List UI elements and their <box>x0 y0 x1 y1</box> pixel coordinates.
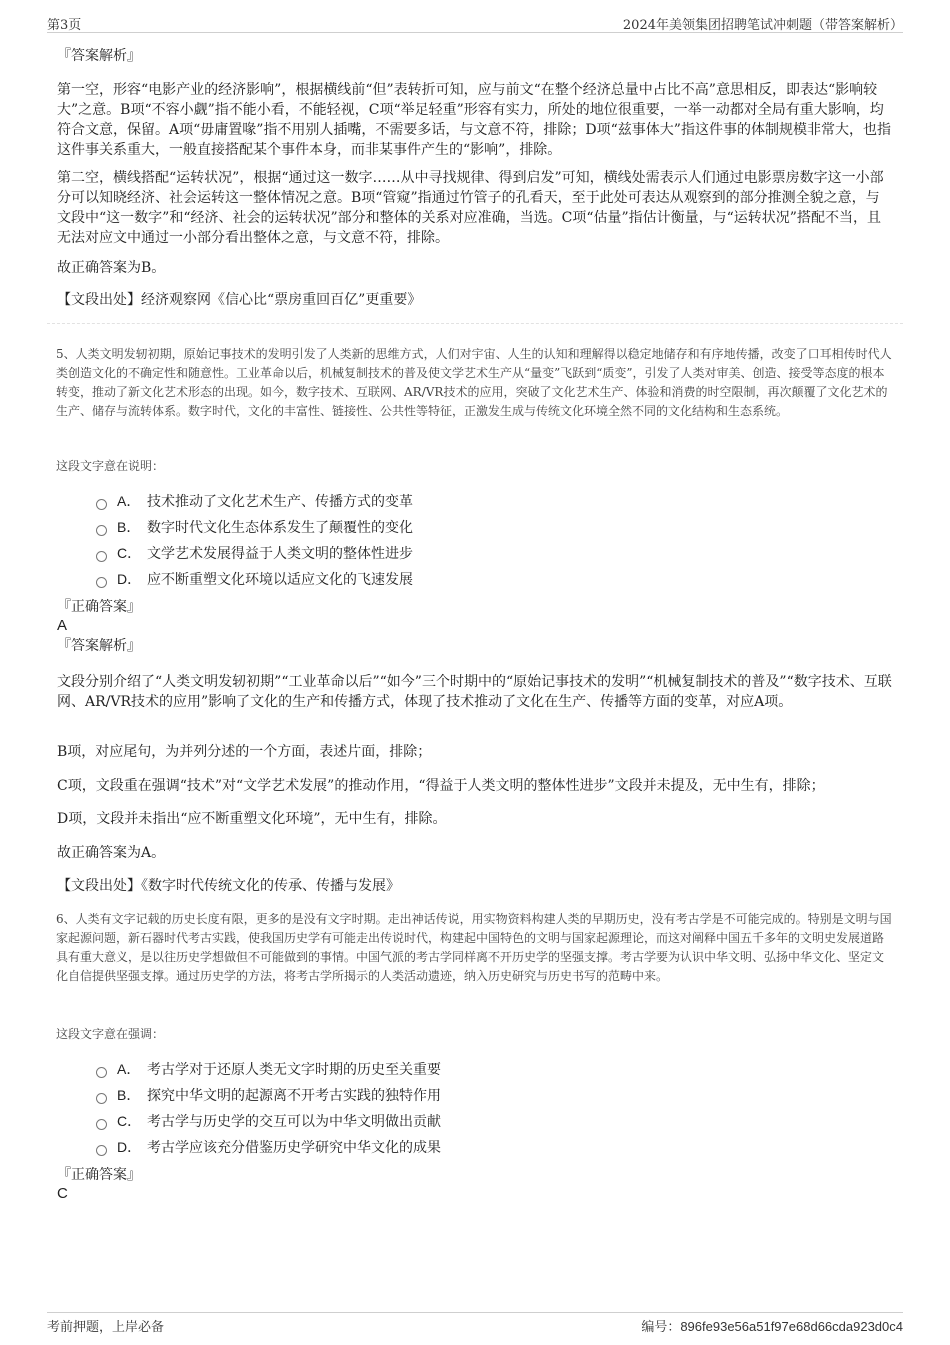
q4-analysis-para-2: 第二空，横线搭配“运转状况”，根据“通过这一数字……从中寻找规律、得到启发”可知，横线处需表示人们通过电影票房数字这一小部分可以知晓经济、社会运转这一整体情况之意。B项“管窥”指通过竹管子的孔看天，至于此处可表达从观察到的部分推测全貌之意，与文段中“这一数字”和“经济、社会的运转状况”部分和整体的关系对应准确，当选。C项“估量”指估计衡量，与“运转状况”搭配不当，且无法对应文中通过一小部分看出整体之意，与文意不符，排除。 <box>57 170 884 246</box>
q4-analysis-para-1: 第一空，形容“电影产业的经济影响”，根据横线前“但”表转折可知，应与前文“在整个经济总量中占比不高”意思相反，即表达“影响较大”之意。B项“不容小觑”指不能小看，不能轻视，C项“举足轻重”形容有实力，所处的地位很重要，一举一动都对全局有重大影响，均符合文意，保留。A项“毋庸置喙”指不用别人插嘴，不需要多话，与文意不符，排除；D项“兹事体大”指这件事的体制规模非常大，也指这件事关系重大，一般直接搭配某个事件本身，而非某事件产生的“影响”，排除。 <box>57 82 891 158</box>
radio-icon[interactable] <box>96 1119 107 1130</box>
page-footer <box>47 1312 903 1335</box>
radio-icon[interactable] <box>96 499 107 510</box>
q5-analysis-para-2: B项，对应尾句，为并列分述的一个方面，表述片面，排除； <box>57 744 432 760</box>
q5-option-b[interactable]: B． 数字时代文化生态体系发生了颠覆性的变化 <box>96 514 413 540</box>
radio-icon[interactable] <box>96 1067 107 1078</box>
q5-analysis-para-4: D项，文段并未指出“应不断重塑文化环境”，无中生有，排除。 <box>57 811 447 827</box>
q5-option-a[interactable]: A． 技术推动了文化艺术生产、传播方式的变革 <box>96 488 413 514</box>
page-number: 第3页 <box>47 18 82 33</box>
q6-option-a[interactable]: A． 考古学对于还原人类无文字时期的历史至关重要 <box>96 1056 441 1082</box>
q5-answer: A <box>57 617 68 634</box>
q6-answer-label: 『正确答案』 <box>57 1167 141 1183</box>
radio-icon[interactable] <box>96 551 107 562</box>
document-title: 2024年美领集团招聘笔试冲刺题（带答案解析） <box>622 18 903 33</box>
radio-icon[interactable] <box>96 577 107 588</box>
q6-options <box>96 1056 441 1160</box>
q5-conclusion: 故正确答案为A。 <box>57 845 166 861</box>
radio-icon[interactable] <box>96 1093 107 1104</box>
q6-option-c[interactable]: C． 考古学与历史学的交互可以为中华文明做出贡献 <box>96 1108 441 1134</box>
q5-analysis-para-1: 文段分别介绍了“人类文明发轫初期”“工业革命以后”“如今”三个时期中的“原始记事技术的发明”“机械复制技术的普及”“数字技术、互联网、AR/VR技术的应用”影响了文化的生产和传播方式，体现了技术推动了文化在生产、传播等方面的变革，对应A项。 <box>57 674 892 710</box>
q5-stem: 5、人类文明发轫初期，原始记事技术的发明引发了人类新的思维方式，人们对宇宙、人生的认知和理解得以稳定地储存和有序地传播，改变了口耳相传时代人类创造文化的不确定性和随意性。工业革命以后，机械复制技术的普及使文学艺术生产从“量变”飞跃到“质变”，引发了人类对审美、创造、接受等态度的根本转变，推动了新文化艺术形态的出现。如今，数字技术、互联网、AR/VR技术的应用，突破了文化艺术生产、体验和消费的时空限制，再次颠覆了文化艺术的生产、储存与流转体系。数字时代，文化的丰富性、链接性、公共性等特征，正激发生成与传统文化环境全然不同的文化结构和生态系统。 <box>56 347 892 418</box>
page-header <box>47 12 903 33</box>
q6-question: 这段文字意在强调： <box>56 1027 165 1041</box>
q5-option-c[interactable]: C． 文学艺术发展得益于人类文明的整体性进步 <box>96 540 413 566</box>
q6-stem: 6、人类有文字记载的历史长度有限，更多的是没有文字时期。走出神话传说，用实物资料构建人类的早期历史，没有考古学是不可能完成的。特别是文明与国家起源问题，新石器时代考古实践，使我国历史学有可能走出传说时代，构建起中国特色的文明与国家起源理论，而这对阐释中国五千多年的文明史发展道路具有重大意义，是以往历史学想做但不可能做到的事情。中国气派的考古学同样离不开历史学的坚强支撑。考古学要为认识中华文明、弘扬中华文化、坚定文化自信提供坚强支撑。通过历史学的方法，将考古学所揭示的人类活动遗迹，纳入历史研究与历史书写的范畴中来。 <box>56 912 892 983</box>
q6-option-d[interactable]: D． 考古学应该充分借鉴历史学研究中华文化的成果 <box>96 1134 441 1160</box>
radio-icon[interactable] <box>96 525 107 536</box>
q5-question: 这段文字意在说明： <box>56 459 165 473</box>
q6-option-b[interactable]: B． 探究中华文明的起源离不开考古实践的独特作用 <box>96 1082 441 1108</box>
q6-answer: C <box>57 1185 68 1202</box>
footer-slogan: 考前押题，上岸必备 <box>47 1320 165 1335</box>
radio-icon[interactable] <box>96 1145 107 1156</box>
q4-conclusion: 故正确答案为B。 <box>57 260 166 276</box>
q5-answer-label: 『正确答案』 <box>57 599 141 615</box>
q5-analysis-label: 『答案解析』 <box>57 638 141 654</box>
q4-analysis-label: 『答案解析』 <box>57 48 141 64</box>
q5-source: 【文段出处】《数字时代传统文化的传承、传播与发展》 <box>57 878 400 894</box>
q5-options <box>96 488 413 592</box>
divider <box>47 323 903 324</box>
document-id: 编号：896fe93e56a51f97e68d66cda923d0c4 <box>641 1319 903 1334</box>
q4-source: 【文段出处】经济观察网《信心比“票房重回百亿”更重要》 <box>57 292 422 308</box>
q5-option-d[interactable]: D． 应不断重塑文化环境以适应文化的飞速发展 <box>96 566 413 592</box>
q5-analysis-para-3: C项，文段重在强调“技术”对“文学艺术发展”的推动作用，“得益于人类文明的整体性进步”文段并未提及，无中生有，排除； <box>57 778 825 794</box>
